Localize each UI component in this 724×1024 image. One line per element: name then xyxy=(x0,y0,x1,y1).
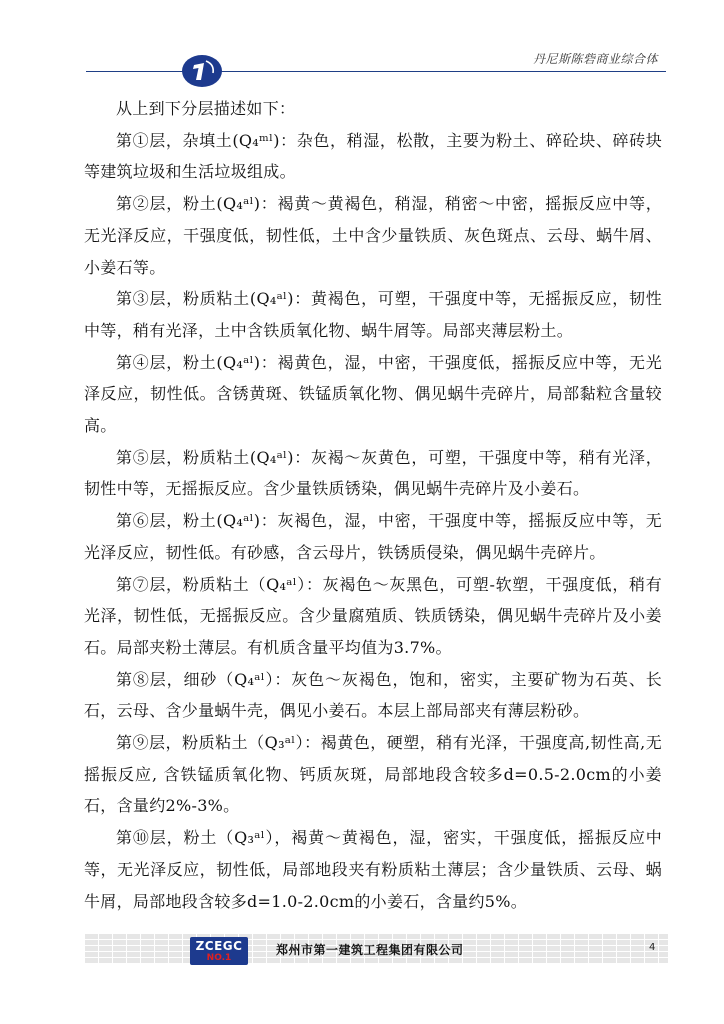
footer-logo-text: ZCEGC xyxy=(195,939,243,953)
page-number: 4 xyxy=(649,942,656,953)
paragraph-layer-7: 第⑦层，粉质粘土（Q₄ᵃˡ）：灰褐色～灰黑色，可塑-软塑，干强度低，稍有光泽，韧性低，无摇振反应。含少量腐殖质、铁质锈染，偶见蜗牛壳碎片及小姜石。局部夹粉土薄层。有机质含量平均值为3.7%。 xyxy=(84,574,662,657)
footer-company-name: 郑州市第一建筑工程集团有限公司 xyxy=(276,943,464,957)
paragraph-layer-2: 第②层，粉土(Q₄ᵃˡ)：褐黄～黄褐色，稍湿，稍密～中密，摇振反应中等，无光泽反应，干强度低，韧性低，土中含少量铁质、灰色斑点、云母、蜗牛屑、小姜石等。 xyxy=(84,194,662,277)
paragraph-layer-8: 第⑧层，细砂（Q₄ᵃˡ）：灰色～灰褐色，饱和，密实，主要矿物为石英、长石，云母、含少量蜗牛壳，偶见小姜石。本层上部局部夹有薄层粉砂。 xyxy=(84,669,662,721)
paragraph-layer-9: 第⑨层，粉质粘土（Q₃ᵃˡ）：褐黄色，硬塑，稍有光泽，干强度高,韧性高,无摇振反应, 含铁锰质氧化物、钙质灰斑，局部地段含较多d=0.5-2.0cm的小姜石，含量约2%-3%。 xyxy=(84,733,662,816)
header-document-title: 丹尼斯陈砦商业综合体 xyxy=(532,52,658,66)
paragraph-layer-1: 第①层，杂填土(Q₄ᵐˡ)：杂色，稍湿，松散，主要为粉土、碎砼块、碎砖块等建筑垃圾和生活垃圾组成。 xyxy=(84,130,662,182)
paragraph-layer-5: 第⑤层，粉质粘土(Q₄ᵃˡ)：灰褐～灰黄色，可塑，干强度中等，稍有光泽，韧性中等，无摇振反应。含少量铁质锈染，偶见蜗牛壳碎片及小姜石。 xyxy=(84,447,662,499)
paragraph-layer-6: 第⑥层，粉土(Q₄ᵃˡ)：灰褐色，湿，中密，干强度中等，摇振反应中等，无光泽反应，韧性低。有砂感，含云母片，铁锈质侵染，偶见蜗牛壳碎片。 xyxy=(84,511,662,562)
paragraph-layer-10: 第⑩层，粉土（Q₃ᵃˡ），褐黄～黄褐色，湿，密实，干强度低，摇振反应中等，无光泽反应，韧性低，局部地段夹有粉质粘土薄层；含少量铁质、云母、蜗牛屑，局部地段含较多d=1.0-2.0cm的小姜石，含量约5%。 xyxy=(84,828,662,911)
paragraph-layer-4: 第④层，粉土(Q₄ᵃˡ)：褐黄色，湿，中密，干强度低，摇振反应中等，无光泽反应，韧性低。含锈黄斑、铁锰质氧化物、偶见蜗牛壳碎片，局部黏粒含量较高。 xyxy=(84,352,662,436)
paragraph-intro: 从上到下分层描述如下： xyxy=(116,99,296,118)
header-rule xyxy=(86,71,666,72)
document-body xyxy=(84,93,662,917)
paragraph-layer-3: 第③层，粉质粘土(Q₄ᵃˡ)：黄褐色，可塑，干强度中等，无摇振反应，韧性中等，稍有光泽，土中含铁质氧化物、蜗牛屑等。局部夹薄层粉土。 xyxy=(84,289,662,340)
footer-company-logo xyxy=(190,937,248,965)
footer-logo-subtext: NO.1 xyxy=(206,953,232,963)
company-emblem-icon xyxy=(180,53,224,89)
